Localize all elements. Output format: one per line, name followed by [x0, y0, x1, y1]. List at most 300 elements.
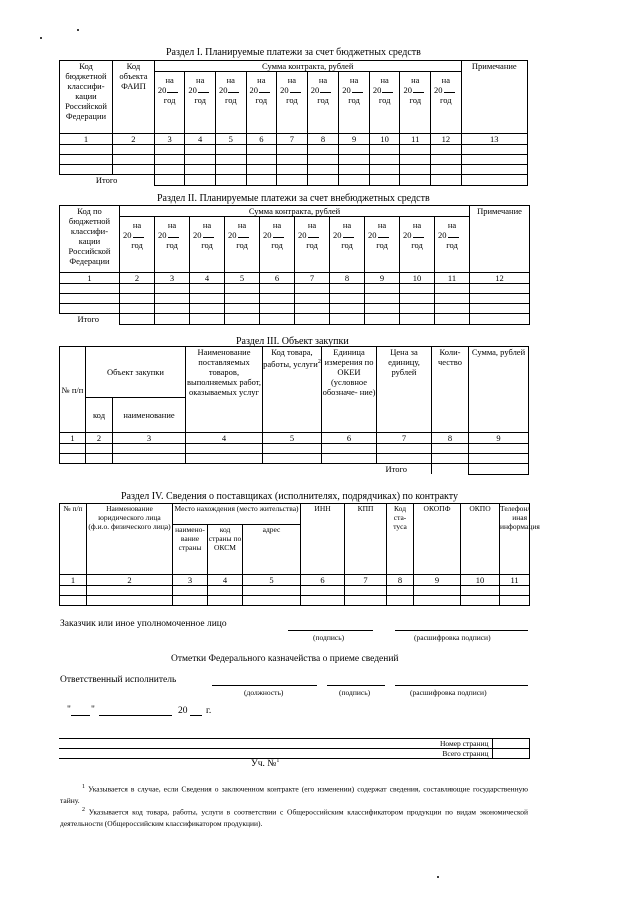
data-row	[60, 596, 530, 606]
data-cell[interactable]	[173, 586, 208, 596]
data-cell[interactable]	[87, 596, 173, 606]
year-suffix: год	[348, 95, 360, 105]
data-cell[interactable]	[263, 454, 322, 464]
phone-header: Телефон/ иная информация	[500, 504, 530, 575]
footnote-2: $^2$ Указывается код товара, работы, услуги в соответствии с Общероссийским классификатором продукции по видам экономической деятельности (Общероссийским классификатором продукции).	[60, 807, 529, 828]
data-cell[interactable]	[260, 304, 295, 314]
column-number: 13	[461, 134, 527, 145]
data-cell[interactable]	[208, 586, 243, 596]
data-cell[interactable]	[461, 165, 527, 175]
total-label: Итого	[60, 314, 120, 325]
data-cell[interactable]	[185, 155, 216, 165]
total-cell[interactable]	[155, 314, 190, 325]
column-number: 8	[330, 273, 365, 284]
date-open-quote: "	[67, 705, 71, 715]
data-cell[interactable]	[277, 145, 308, 155]
date-month-line[interactable]	[99, 715, 172, 716]
data-cell[interactable]	[113, 454, 186, 464]
year-suffix: год	[166, 240, 178, 250]
column-number: 2	[120, 273, 155, 284]
executor-label: Ответственный исполнитель	[60, 675, 177, 685]
column-number: 3	[113, 433, 186, 444]
data-cell[interactable]	[307, 155, 339, 165]
data-cell[interactable]	[246, 155, 277, 165]
data-cell[interactable]	[246, 165, 277, 175]
year-suffix: год	[317, 95, 329, 105]
data-cell[interactable]	[365, 284, 400, 294]
data-cell[interactable]	[322, 454, 377, 464]
year-suffix: год	[201, 240, 213, 250]
data-cell[interactable]	[377, 454, 432, 464]
year-suffix: год	[194, 95, 206, 105]
data-cell[interactable]	[120, 294, 155, 304]
section-1-title: Раздел I. Планируемые платежи за счет бюджетных средств	[166, 47, 421, 58]
year-prefix: на	[226, 75, 235, 85]
year-blank-line[interactable]	[203, 237, 214, 238]
year-prefix: на	[272, 220, 282, 230]
location-header: Место нахождения (место жительства)	[173, 504, 301, 525]
decoding-caption: (расшифровка подписи)	[410, 688, 487, 697]
year-blank-line[interactable]	[238, 237, 249, 238]
year-blank-line[interactable]	[413, 92, 424, 93]
date-day-line[interactable]	[71, 715, 90, 716]
data-cell[interactable]	[322, 444, 377, 454]
procurement-object-header: Объект закупки	[86, 347, 186, 398]
data-cell[interactable]	[60, 586, 87, 596]
total-cell[interactable]	[190, 314, 225, 325]
year-suffix: год	[131, 240, 143, 250]
total-label: Итого	[60, 175, 155, 186]
data-cell[interactable]	[113, 155, 155, 165]
contract-sum-header: Сумма контракта, рублей	[154, 61, 461, 72]
data-cell[interactable]	[225, 284, 260, 294]
data-cell[interactable]	[215, 155, 246, 165]
data-cell[interactable]	[431, 155, 462, 165]
data-cell[interactable]	[87, 586, 173, 596]
section-3-title: Раздел III. Объект закупки	[236, 336, 349, 347]
data-cell[interactable]	[120, 284, 155, 294]
column-number: 6	[260, 273, 295, 284]
date-year-line[interactable]	[190, 715, 202, 716]
data-cell[interactable]	[470, 304, 530, 314]
data-row	[60, 586, 530, 596]
year-prefix: на	[411, 75, 420, 85]
year-blank-line[interactable]	[290, 92, 301, 93]
column-number: 7	[345, 575, 387, 586]
pages-total-value[interactable]	[492, 749, 529, 759]
data-cell[interactable]	[470, 294, 530, 304]
total-cell[interactable]	[435, 314, 470, 325]
year-blank-line[interactable]	[343, 237, 354, 238]
executor-position-line[interactable]	[212, 685, 317, 686]
column-number: 4	[185, 134, 216, 145]
data-cell[interactable]	[365, 294, 400, 304]
column-number: 7	[295, 273, 330, 284]
column-number: 5	[243, 575, 301, 586]
data-cell[interactable]	[215, 165, 246, 175]
year-blank-line[interactable]	[133, 237, 144, 238]
scan-speck	[40, 37, 42, 39]
registration-number: Уч. №$^1$	[251, 758, 280, 770]
total-cell[interactable]	[225, 314, 260, 325]
data-cell[interactable]	[431, 145, 462, 155]
data-cell[interactable]	[186, 454, 263, 464]
year-column-header	[400, 72, 431, 134]
data-cell[interactable]	[113, 145, 155, 155]
year-century: 20	[333, 230, 342, 240]
column-number: 5	[215, 134, 246, 145]
data-cell[interactable]	[60, 454, 86, 464]
data-cell[interactable]	[431, 165, 462, 175]
column-number: 6	[301, 575, 345, 586]
total-cell[interactable]	[307, 175, 339, 186]
year-blank-line[interactable]	[320, 92, 331, 93]
column-number: 5	[225, 273, 260, 284]
total-cell[interactable]	[295, 314, 330, 325]
data-cell[interactable]	[60, 294, 120, 304]
data-cell[interactable]	[414, 596, 461, 606]
total-cell[interactable]	[431, 175, 462, 186]
data-cell[interactable]	[155, 284, 190, 294]
total-cell[interactable]	[154, 175, 185, 186]
total-cell[interactable]	[260, 314, 295, 325]
okei-header: Единица измерения по ОКЕИ (условное обозначе- ние)	[322, 347, 377, 433]
column-number: 1	[60, 273, 120, 284]
data-cell[interactable]	[461, 155, 527, 165]
signature-caption: (подпись)	[339, 688, 371, 697]
data-cell[interactable]	[173, 596, 208, 606]
data-cell[interactable]	[60, 304, 120, 314]
total-cell[interactable]	[277, 175, 308, 186]
total-cell[interactable]	[400, 314, 435, 325]
data-cell[interactable]	[400, 165, 431, 175]
column-number: 6	[246, 134, 277, 145]
total-cell[interactable]	[246, 175, 277, 186]
year-column-header	[154, 72, 185, 134]
data-cell[interactable]	[365, 304, 400, 314]
data-cell[interactable]	[345, 586, 387, 596]
data-cell[interactable]	[435, 284, 470, 294]
date-year-prefix: 20	[178, 706, 188, 716]
customer-signature-line[interactable]	[288, 630, 373, 631]
year-column-header	[215, 72, 246, 134]
year-prefix: на	[202, 220, 212, 230]
data-cell[interactable]	[260, 284, 295, 294]
name-header: наименование	[113, 398, 186, 433]
year-value	[216, 85, 246, 95]
total-cell[interactable]	[185, 175, 216, 186]
year-prefix: на	[257, 75, 266, 85]
year-century: 20	[368, 230, 377, 240]
data-cell[interactable]	[414, 586, 461, 596]
year-blank-line[interactable]	[259, 92, 270, 93]
okpd-code-header: Код товара, работы, услуги$^2$	[263, 347, 322, 433]
executor-decoding-line[interactable]	[395, 685, 528, 686]
year-blank-line[interactable]	[382, 92, 393, 93]
total-cell[interactable]	[369, 175, 400, 186]
data-cell[interactable]	[400, 155, 431, 165]
data-cell[interactable]	[208, 596, 243, 606]
year-century: 20	[342, 85, 351, 95]
year-prefix: на	[349, 75, 359, 85]
column-number: 2	[113, 134, 155, 145]
year-blank-line[interactable]	[448, 237, 459, 238]
data-cell[interactable]	[400, 284, 435, 294]
data-cell[interactable]	[461, 586, 500, 596]
scan-speck	[77, 29, 79, 31]
kbk-header: Код бюджетной классифи- кации Российской Федерации	[60, 61, 113, 134]
total-cell[interactable]	[470, 314, 530, 325]
data-cell[interactable]	[185, 165, 216, 175]
year-value	[330, 230, 364, 240]
year-column-header	[277, 72, 308, 134]
year-prefix: на	[165, 75, 174, 85]
year-value	[120, 230, 154, 240]
year-suffix: год	[255, 95, 268, 105]
year-century: 20	[310, 85, 320, 95]
data-cell[interactable]	[60, 596, 87, 606]
year-blank-line[interactable]	[168, 237, 179, 238]
column-number: 4	[186, 433, 263, 444]
data-cell[interactable]	[387, 586, 414, 596]
data-cell[interactable]	[243, 596, 301, 606]
year-blank-line[interactable]	[308, 237, 319, 238]
column-number: 10	[369, 134, 400, 145]
total-cell[interactable]	[461, 175, 527, 186]
pages-table	[59, 738, 530, 759]
total-cell[interactable]	[120, 314, 155, 325]
customer-decoding-line[interactable]	[395, 630, 528, 631]
year-century: 20	[158, 230, 167, 240]
column-number: 9	[414, 575, 461, 586]
position-caption: (должность)	[244, 688, 284, 697]
data-cell[interactable]	[225, 294, 260, 304]
data-cell[interactable]	[400, 145, 431, 155]
data-cell[interactable]	[260, 294, 295, 304]
column-number: 10	[461, 575, 500, 586]
data-cell[interactable]	[190, 294, 225, 304]
column-number: 5	[263, 433, 322, 444]
data-cell[interactable]	[263, 444, 322, 454]
year-century: 20	[372, 85, 382, 95]
data-cell[interactable]	[461, 596, 500, 606]
total-cell[interactable]	[400, 175, 431, 186]
page-number-value[interactable]	[492, 739, 529, 749]
data-cell[interactable]	[345, 596, 387, 606]
year-prefix: на	[377, 220, 387, 230]
year-value	[277, 85, 307, 95]
data-cell[interactable]	[60, 145, 113, 155]
section-4-table	[59, 503, 540, 606]
data-cell[interactable]	[330, 294, 365, 304]
column-number: 11	[435, 273, 470, 284]
year-column-header	[369, 72, 400, 134]
note-header: Примечание	[461, 61, 527, 134]
data-cell[interactable]	[86, 454, 113, 464]
okpo-header: ОКПО	[461, 504, 500, 575]
year-blank-line[interactable]	[444, 92, 455, 93]
year-prefix: на	[447, 220, 457, 230]
data-row	[60, 155, 528, 165]
data-cell[interactable]	[113, 165, 155, 175]
data-cell[interactable]	[461, 145, 527, 155]
executor-signature-line[interactable]	[327, 685, 385, 686]
data-cell[interactable]	[301, 596, 345, 606]
year-suffix: год	[271, 240, 283, 250]
year-century: 20	[434, 85, 443, 95]
data-cell[interactable]	[186, 444, 263, 454]
data-cell[interactable]	[86, 444, 113, 454]
note-header: Примечание	[470, 206, 530, 273]
data-cell[interactable]	[377, 444, 432, 454]
data-cell[interactable]	[369, 155, 400, 165]
data-cell[interactable]	[307, 165, 339, 175]
column-number: 3	[173, 575, 208, 586]
year-value	[155, 85, 185, 95]
data-cell[interactable]	[307, 145, 339, 155]
data-cell[interactable]	[60, 155, 113, 165]
year-blank-line[interactable]	[228, 92, 239, 93]
page-number-label: Номер страниц	[59, 739, 492, 749]
year-blank-line[interactable]	[352, 92, 363, 93]
year-century: 20	[263, 230, 272, 240]
year-century: 20	[403, 230, 412, 240]
year-value	[365, 230, 399, 240]
year-column-header	[155, 217, 190, 273]
total-spacer	[432, 464, 469, 475]
data-cell[interactable]	[330, 304, 365, 314]
total-cell[interactable]	[469, 464, 529, 475]
data-cell[interactable]	[295, 294, 330, 304]
data-cell[interactable]	[60, 444, 86, 454]
data-cell[interactable]	[400, 304, 435, 314]
year-value	[308, 85, 339, 95]
customer-label: Заказчик или иное уполномоченное лицо	[60, 619, 227, 629]
data-cell[interactable]	[339, 165, 370, 175]
data-cell[interactable]	[277, 165, 308, 175]
scan-speck	[437, 876, 439, 878]
year-century: 20	[298, 230, 307, 240]
year-value	[260, 230, 294, 240]
year-prefix: на	[287, 75, 297, 85]
data-cell[interactable]	[190, 304, 225, 314]
data-cell[interactable]	[225, 304, 260, 314]
year-column-header	[185, 72, 216, 134]
total-cell[interactable]	[339, 175, 370, 186]
data-cell[interactable]	[369, 145, 400, 155]
data-cell[interactable]	[246, 145, 277, 155]
data-cell[interactable]	[154, 155, 185, 165]
year-blank-line[interactable]	[198, 92, 209, 93]
data-cell[interactable]	[243, 586, 301, 596]
goods-name-header: Наименование поставляемых товаров, выполняемых работ, оказываемых услуг	[186, 347, 263, 433]
data-cell[interactable]	[400, 294, 435, 304]
column-number: 1	[60, 575, 87, 586]
year-column-header	[400, 217, 435, 273]
data-cell[interactable]	[470, 284, 530, 294]
section-3-table	[59, 346, 529, 475]
data-row	[60, 284, 530, 294]
column-number: 2	[86, 433, 113, 444]
quantity-header: Коли- чество	[432, 347, 469, 433]
data-row	[60, 165, 528, 175]
data-cell[interactable]	[185, 145, 216, 155]
column-number: 9	[365, 273, 400, 284]
status-code-header: Код ста- туса	[387, 504, 414, 575]
year-blank-line[interactable]	[273, 237, 284, 238]
unit-price-header: Цена за единицу, рублей	[377, 347, 432, 433]
data-cell[interactable]	[190, 284, 225, 294]
kbk-header: Код по бюджетной классифи- кации Российской Федерации	[60, 206, 120, 273]
year-blank-line[interactable]	[378, 237, 389, 238]
data-cell[interactable]	[113, 444, 186, 454]
data-cell[interactable]	[469, 444, 529, 454]
data-cell[interactable]	[339, 145, 370, 155]
year-value	[247, 85, 277, 95]
oksm-code-header: код страны по ОКСМ	[208, 525, 243, 575]
year-prefix: на	[342, 220, 352, 230]
data-row	[60, 294, 530, 304]
column-number: 8	[432, 433, 469, 444]
year-blank-line[interactable]	[167, 92, 178, 93]
year-prefix: на	[167, 220, 177, 230]
data-cell[interactable]	[435, 294, 470, 304]
year-suffix: год	[286, 95, 298, 105]
total-label: Итого	[385, 464, 407, 474]
data-cell[interactable]	[432, 454, 469, 464]
data-cell[interactable]	[60, 165, 113, 175]
data-cell[interactable]	[469, 454, 529, 464]
year-prefix: на	[412, 220, 422, 230]
data-cell[interactable]	[500, 596, 530, 606]
column-number: 3	[154, 134, 185, 145]
data-cell[interactable]	[60, 284, 120, 294]
data-cell[interactable]	[155, 294, 190, 304]
data-cell[interactable]	[277, 155, 308, 165]
column-number: 4	[208, 575, 243, 586]
column-number: 4	[190, 273, 225, 284]
data-cell[interactable]	[500, 586, 530, 596]
data-cell[interactable]	[215, 145, 246, 155]
data-cell[interactable]	[330, 284, 365, 294]
data-cell[interactable]	[295, 304, 330, 314]
data-cell[interactable]	[154, 145, 185, 155]
total-cell[interactable]	[365, 314, 400, 325]
data-cell[interactable]	[435, 304, 470, 314]
year-suffix: год	[440, 95, 452, 105]
year-blank-line[interactable]	[413, 237, 424, 238]
data-cell[interactable]	[339, 155, 370, 165]
data-cell[interactable]	[387, 596, 414, 606]
date-close-quote: "	[91, 705, 95, 715]
year-suffix: год	[163, 95, 176, 105]
total-cell[interactable]	[215, 175, 246, 186]
signature-caption: (подпись)	[313, 633, 345, 642]
data-cell[interactable]	[120, 304, 155, 314]
data-cell[interactable]	[301, 586, 345, 596]
data-cell[interactable]	[369, 165, 400, 175]
data-cell[interactable]	[154, 165, 185, 175]
data-cell[interactable]	[295, 284, 330, 294]
section-4-title: Раздел IV. Сведения о поставщиках (исполнителях, подрядчиках) по контракту	[121, 491, 458, 502]
year-value	[435, 230, 469, 240]
data-cell[interactable]	[155, 304, 190, 314]
data-cell[interactable]	[432, 444, 469, 454]
total-cell[interactable]	[330, 314, 365, 325]
column-number: 6	[322, 433, 377, 444]
column-number: 9	[339, 134, 370, 145]
year-column-header	[260, 217, 295, 273]
